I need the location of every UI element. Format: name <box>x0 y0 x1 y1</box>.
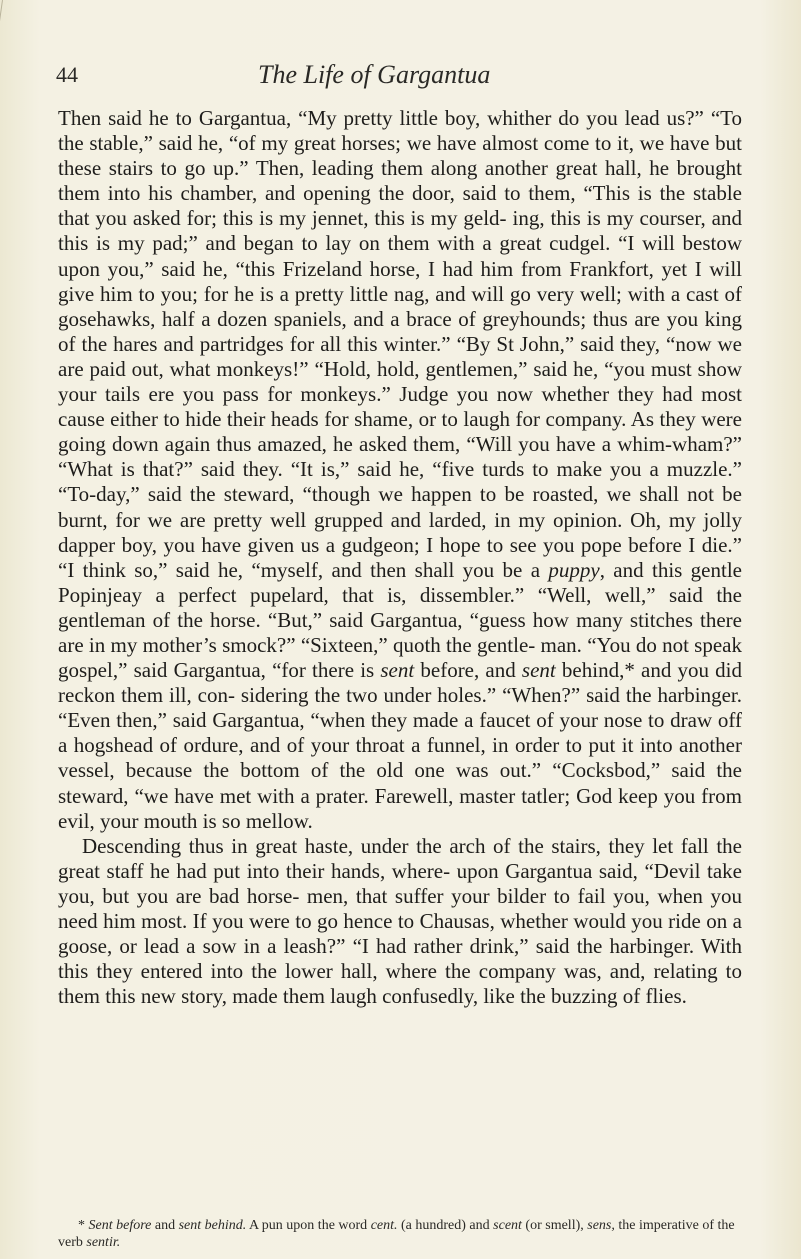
footnote-text: A pun upon the word <box>248 1218 368 1233</box>
page-number: 44 <box>56 62 78 87</box>
running-title: The Life of Gargantua <box>258 60 491 89</box>
footnote-text: (or smell), <box>525 1218 584 1233</box>
text-run: behind,* and you did reckon them ill, con- sidering the two under holes.” “When?” said the harbinger. “Even then,” said Gargantua, “when they made a faucet of your nose to draw off a hogshead of ordure, and of your throat a funnel, in order to put it into another vessel, because the bottom of the old one was out.” “Cocksbod,” said the steward, “we have met with a prater. Farewell, master tatler; God keep you from evil, your mouth is so mellow. <box>58 658 742 833</box>
footnote-marker: * <box>78 1218 85 1233</box>
footnote-term: sentir. <box>86 1235 121 1250</box>
footnote-term: scent <box>493 1218 522 1233</box>
italic-word: sent <box>380 658 415 683</box>
body-text <box>58 106 742 1009</box>
italic-word: sent <box>521 658 556 683</box>
paragraph-1 <box>58 106 742 834</box>
footnote-term: sent behind. <box>178 1218 247 1233</box>
text-run: before, and <box>420 658 516 683</box>
page-header <box>48 60 761 94</box>
text-run: , and this gentle Popinjeay a perfect pupelard, that is, dissembler.” “Well, well,” said the gentleman of the horse. “But,” said Gargantua, “guess how many stitches there are in my mother’s smock?” “Sixteen,” quoth the gentle- man. “You do not speak gospel,” said Gargantua, “for there is <box>58 557 742 683</box>
footnote-term: cent. <box>370 1218 398 1233</box>
italic-word: puppy <box>548 557 600 582</box>
footnote-term: sens, <box>587 1218 615 1233</box>
footnote-term: Sent before <box>88 1218 152 1233</box>
paragraph-2: Descending thus in great haste, under the arch of the stairs, they let fall the great staff he had put into their hands, where- upon Gargantua said, “Devil take you, but you are bad horse- men, that suffer your bilder to fail you, when you need him most. If you were to go hence to Chausas, whether would you ride on a goose, or lead a sow in a leash?” “I had rather drink,” said the harbinger. With this they entered into the lower hall, where the company was, and, relating to them this new story, made them laugh confusedly, like the buzzing of flies. <box>58 833 742 1009</box>
footnote <box>58 1217 748 1251</box>
page-edge-line <box>0 0 3 60</box>
text-run: Then said he to Gargantua, “My pretty little boy, whither do you lead us?” “To the stable,” said he, “of my great horses; we have almost come to it, we have but these stairs to go up.” Then, leading them along another great hall, he brought them into his chamber, and opening the door, said to them, “This is the stable that you asked for; this is my jennet, this is my geld- ing, this is my courser, and this is my pad;” and began to lay on them with a great cudgel. “I will bestow upon you,” said he, “this Frizeland horse, I had him from Frankfort, yet I will give him to you; for he is a pretty little nag, and will go very well; with a cast of gosehawks, half a dozen spaniels, and a brace of greyhounds; thus are you king of the hares and partridges for all this winter.” “By St John,” said they, “now we are paid out, what monkeys!” “Hold, hold, gentlemen,” said he, “you must show your tails ere you pass for monkeys.” Judge you now whether they had most cause either to hide their heads for shame, or to laugh for company. As they were going down again thus amazed, he asked them, “Will you have a whim-wham?” “What is that?” said they. “It is,” said he, “five turds to make you a muzzle.” “To-day,” said the steward, “though we happen to be roasted, we shall not be burnt, for we are pretty well grupped and larded, in my opinion. Oh, my jolly dapper boy, you have given us a gudgeon; I hope to see you pope before I die.” “I think so,” said he, “myself, and then shall you be a <box>58 106 742 582</box>
footnote-text: and <box>154 1218 176 1233</box>
footnote-text: (a hundred) and <box>401 1218 490 1233</box>
footnote-text: the imperative of the verb <box>58 1218 735 1250</box>
